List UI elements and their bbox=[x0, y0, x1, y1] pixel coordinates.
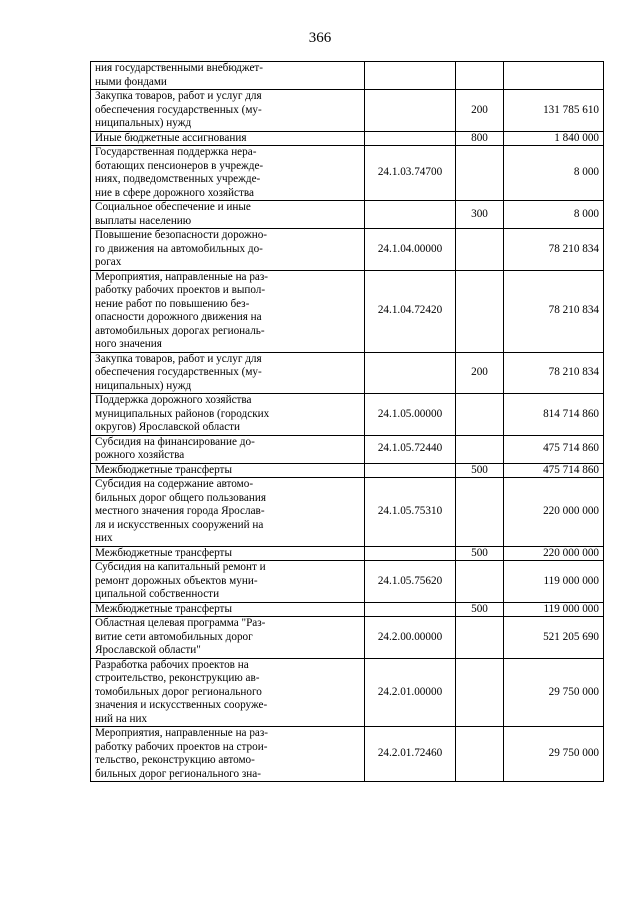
row-expense-type-cell: 500 bbox=[456, 463, 504, 478]
table-row bbox=[91, 352, 604, 394]
row-expense-type-cell: 500 bbox=[456, 602, 504, 617]
row-code-cell: 24.2.01.72460 bbox=[365, 727, 456, 782]
row-amount-cell: 475 714 860 bbox=[504, 435, 604, 463]
table-row bbox=[91, 617, 604, 659]
row-expense-type-cell: 500 bbox=[456, 546, 504, 561]
table-row bbox=[91, 146, 604, 201]
budget-table-body bbox=[91, 62, 604, 782]
row-name-cell: Закупка товаров, работ и услуг для обеспечения государственных (му- ниципальных) нужд bbox=[91, 90, 365, 132]
row-code-cell: 24.1.03.74700 bbox=[365, 146, 456, 201]
table-row bbox=[91, 478, 604, 547]
page-number: 366 bbox=[308, 30, 332, 46]
row-amount-cell: 814 714 860 bbox=[504, 394, 604, 436]
row-expense-type-cell: 800 bbox=[456, 131, 504, 146]
table-row bbox=[91, 131, 604, 146]
row-code-cell: 24.1.05.75310 bbox=[365, 478, 456, 547]
row-code-cell bbox=[365, 463, 456, 478]
row-expense-type-cell bbox=[456, 658, 504, 727]
table-row bbox=[91, 90, 604, 132]
row-name-cell: Иные бюджетные ассигнования bbox=[91, 131, 365, 146]
row-amount-cell: 8 000 bbox=[504, 146, 604, 201]
row-expense-type-cell: 200 bbox=[456, 90, 504, 132]
row-expense-type-cell bbox=[456, 435, 504, 463]
row-name-cell: Поддержка дорожного хозяйства муниципальных районов (городских округов) Ярославской области bbox=[91, 394, 365, 436]
row-expense-type-cell bbox=[456, 62, 504, 90]
row-amount-cell: 1 840 000 bbox=[504, 131, 604, 146]
row-name-cell: Межбюджетные трансферты bbox=[91, 546, 365, 561]
row-name-cell: Государственная поддержка нера- ботающих пенсионеров в учрежде- ниях, подведомственных учрежде- ние в сфере дорожного хозяйства bbox=[91, 146, 365, 201]
row-name-cell: Мероприятия, направленные на раз- работку рабочих проектов на строи- тельство, реконструкцию автомо- бильных дорог регионального зна- bbox=[91, 727, 365, 782]
row-code-cell: 24.1.05.72440 bbox=[365, 435, 456, 463]
row-name-cell: Повышение безопасности дорожно- го движения на автомобильных до- рогах bbox=[91, 229, 365, 271]
row-expense-type-cell: 300 bbox=[456, 201, 504, 229]
row-expense-type-cell bbox=[456, 146, 504, 201]
row-expense-type-cell bbox=[456, 561, 504, 603]
row-code-cell: 24.1.04.72420 bbox=[365, 270, 456, 352]
row-amount-cell: 220 000 000 bbox=[504, 478, 604, 547]
row-expense-type-cell bbox=[456, 617, 504, 659]
table-row bbox=[91, 463, 604, 478]
table-row bbox=[91, 201, 604, 229]
row-amount-cell: 78 210 834 bbox=[504, 229, 604, 271]
row-code-cell bbox=[365, 90, 456, 132]
row-code-cell bbox=[365, 131, 456, 146]
row-amount-cell: 119 000 000 bbox=[504, 561, 604, 603]
budget-table bbox=[90, 61, 604, 782]
row-amount-cell: 475 714 860 bbox=[504, 463, 604, 478]
row-expense-type-cell bbox=[456, 478, 504, 547]
row-code-cell bbox=[365, 352, 456, 394]
table-row bbox=[91, 658, 604, 727]
row-name-cell: Социальное обеспечение и иные выплаты населению bbox=[91, 201, 365, 229]
row-amount-cell: 78 210 834 bbox=[504, 270, 604, 352]
row-name-cell: Мероприятия, направленные на раз- работку рабочих проектов и выпол- нение работ по повышению без- опасности дорожного движения на автомобильных дорогах региональ- ного значения bbox=[91, 270, 365, 352]
row-name-cell: Разработка рабочих проектов на строительство, реконструкцию ав- томобильных дорог регионального значения и искусственных сооруже- ний на них bbox=[91, 658, 365, 727]
row-name-cell: Субсидия на капитальный ремонт и ремонт дорожных объектов муни- ципальной собственности bbox=[91, 561, 365, 603]
row-code-cell bbox=[365, 62, 456, 90]
row-expense-type-cell: 200 bbox=[456, 352, 504, 394]
row-code-cell bbox=[365, 602, 456, 617]
row-name-cell: Субсидия на содержание автомо- бильных дорог общего пользования местного значения города Ярослав- ля и искусственных сооружений на них bbox=[91, 478, 365, 547]
row-expense-type-cell bbox=[456, 394, 504, 436]
row-code-cell: 24.2.01.00000 bbox=[365, 658, 456, 727]
row-name-cell: Областная целевая программа "Раз- витие сети автомобильных дорог Ярославской области" bbox=[91, 617, 365, 659]
table-row bbox=[91, 394, 604, 436]
row-name-cell: Межбюджетные трансферты bbox=[91, 602, 365, 617]
table-row bbox=[91, 727, 604, 782]
row-amount-cell: 29 750 000 bbox=[504, 658, 604, 727]
table-row bbox=[91, 435, 604, 463]
table-row bbox=[91, 270, 604, 352]
row-amount-cell: 8 000 bbox=[504, 201, 604, 229]
row-amount-cell: 131 785 610 bbox=[504, 90, 604, 132]
table-row bbox=[91, 546, 604, 561]
row-code-cell: 24.1.05.75620 bbox=[365, 561, 456, 603]
row-code-cell: 24.1.05.00000 bbox=[365, 394, 456, 436]
row-expense-type-cell bbox=[456, 270, 504, 352]
table-row bbox=[91, 602, 604, 617]
row-amount-cell: 220 000 000 bbox=[504, 546, 604, 561]
table-row bbox=[91, 62, 604, 90]
row-name-cell: Закупка товаров, работ и услуг для обеспечения государственных (му- ниципальных) нужд bbox=[91, 352, 365, 394]
row-expense-type-cell bbox=[456, 727, 504, 782]
row-name-cell: Субсидия на финансирование до- рожного хозяйства bbox=[91, 435, 365, 463]
row-code-cell bbox=[365, 546, 456, 561]
row-amount-cell: 521 205 690 bbox=[504, 617, 604, 659]
row-name-cell: ния государственными внебюджет- ными фондами bbox=[91, 62, 365, 90]
row-amount-cell: 29 750 000 bbox=[504, 727, 604, 782]
row-code-cell: 24.2.00.00000 bbox=[365, 617, 456, 659]
row-amount-cell: 78 210 834 bbox=[504, 352, 604, 394]
row-amount-cell: 119 000 000 bbox=[504, 602, 604, 617]
row-code-cell: 24.1.04.00000 bbox=[365, 229, 456, 271]
row-amount-cell bbox=[504, 62, 604, 90]
row-expense-type-cell bbox=[456, 229, 504, 271]
table-row bbox=[91, 229, 604, 271]
row-name-cell: Межбюджетные трансферты bbox=[91, 463, 365, 478]
row-code-cell bbox=[365, 201, 456, 229]
table-row bbox=[91, 561, 604, 603]
